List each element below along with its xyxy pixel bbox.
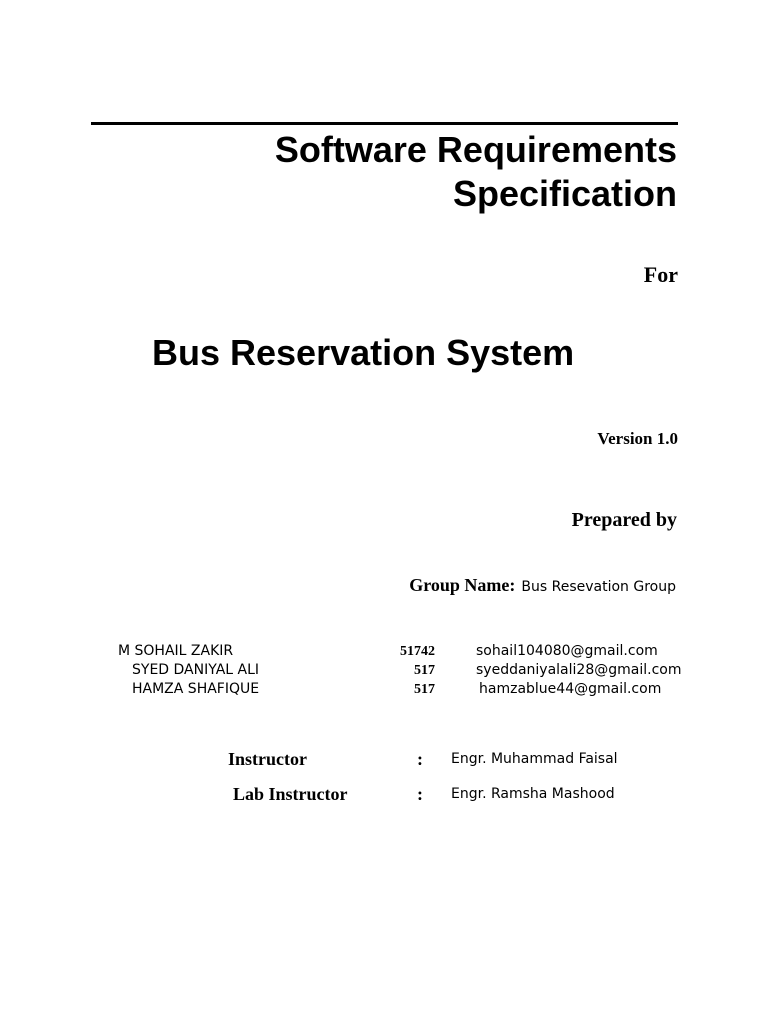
instructor-label: Instructor xyxy=(228,749,307,769)
member-row xyxy=(0,642,768,661)
group-name-label: Group Name: xyxy=(409,575,516,595)
document-title-line-1: Software Requirements xyxy=(274,129,677,170)
member-name: SYED DANIYAL ALI xyxy=(132,662,260,678)
group-name-line xyxy=(409,575,676,596)
version-label: Version 1.0 xyxy=(597,429,678,448)
for-label: For xyxy=(643,262,678,287)
group-name-value: Bus Resevation Group xyxy=(521,579,676,595)
member-id: 517 xyxy=(414,663,435,678)
lab-instructor-separator: : xyxy=(417,784,423,804)
prepared-by-label: Prepared by xyxy=(571,509,677,531)
member-name: M SOHAIL ZAKIR xyxy=(118,643,234,659)
lab-instructor-row xyxy=(0,782,768,806)
member-email: hamzablue44@gmail.com xyxy=(479,681,662,697)
title-rule xyxy=(91,122,678,125)
member-email: sohail104080@gmail.com xyxy=(476,643,658,659)
member-name: HAMZA SHAFIQUE xyxy=(132,681,260,697)
member-id: 517 xyxy=(414,682,435,697)
lab-instructor-name: Engr. Ramsha Mashood xyxy=(451,786,615,802)
instructor-separator: : xyxy=(417,749,423,769)
document-title-line-2: Specification xyxy=(452,173,677,214)
document-title xyxy=(117,128,677,216)
member-id: 51742 xyxy=(400,644,435,659)
lab-instructor-label: Lab Instructor xyxy=(233,784,348,804)
project-name: Bus Reservation System xyxy=(152,332,575,373)
instructor-name: Engr. Muhammad Faisal xyxy=(451,751,618,767)
instructor-row xyxy=(0,747,768,771)
member-row xyxy=(0,680,768,699)
member-row xyxy=(0,661,768,680)
member-email: syeddaniyalali28@gmail.com xyxy=(476,662,682,678)
